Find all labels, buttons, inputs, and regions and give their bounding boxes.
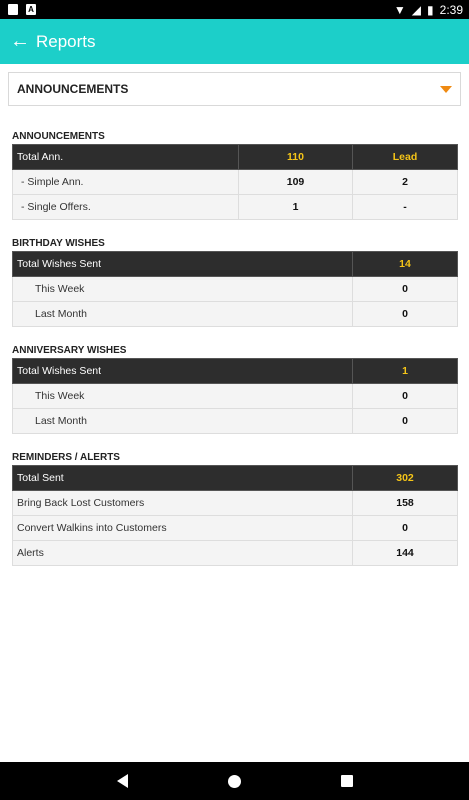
table-cell: Last Month [13, 409, 353, 434]
table-cell: Alerts [13, 541, 353, 566]
anniversary-section [12, 344, 458, 434]
table-cell: Total Sent [13, 466, 353, 491]
section-title: ANNIVERSARY WISHES [12, 345, 127, 356]
status-bar [0, 0, 469, 19]
table-cell: 144 [353, 541, 458, 566]
table-cell: Convert Walkins into Customers [13, 516, 353, 541]
table-cell: - [353, 195, 458, 220]
table-cell: This Week [13, 384, 353, 409]
back-arrow-icon[interactable]: ← [10, 30, 30, 52]
wifi-icon: ▼ [393, 2, 406, 17]
status-time: 2:39 [439, 2, 463, 17]
system-nav-bar [0, 762, 469, 800]
table-cell: 110 [239, 145, 353, 170]
section-title: BIRTHDAY WISHES [12, 238, 105, 249]
reminders-section [12, 451, 458, 566]
table-cell: 302 [353, 466, 458, 491]
table-row [13, 302, 458, 327]
table-cell: 0 [353, 384, 458, 409]
dropdown-selected-value: ANNOUNCEMENTS [17, 82, 129, 96]
table-cell: Total Wishes Sent [13, 359, 353, 384]
table-row [13, 384, 458, 409]
chevron-down-icon [440, 86, 452, 93]
table-row [13, 277, 458, 302]
a-notification-icon: A [26, 4, 36, 15]
table-cell: 0 [353, 516, 458, 541]
table-cell: Lead [353, 145, 458, 170]
table-cell: - Single Offers. [13, 195, 239, 220]
table-cell: 1 [353, 359, 458, 384]
signal-icon: ◢ [411, 2, 422, 17]
announcements-section [12, 130, 458, 220]
table-cell: 0 [353, 409, 458, 434]
reminders-table [12, 465, 458, 566]
table-cell: Bring Back Lost Customers [13, 491, 353, 516]
report-type-dropdown[interactable] [8, 72, 461, 106]
table-row [13, 516, 458, 541]
table-row [13, 170, 458, 195]
table-cell: Total Ann. [13, 145, 239, 170]
table-cell: 14 [353, 252, 458, 277]
table-cell: 1 [239, 195, 353, 220]
back-nav-icon[interactable] [117, 774, 128, 788]
table-cell: 0 [353, 277, 458, 302]
anniversary-table [12, 358, 458, 434]
announcements-table [12, 144, 458, 220]
sd-card-icon [8, 4, 18, 15]
table-header-row [13, 252, 458, 277]
table-cell: 0 [353, 302, 458, 327]
app-bar [0, 19, 469, 64]
table-row [13, 541, 458, 566]
battery-icon: ▮ [427, 2, 434, 17]
section-title: ANNOUNCEMENTS [12, 131, 105, 142]
table-row [13, 491, 458, 516]
table-row [13, 195, 458, 220]
table-cell: - Simple Ann. [13, 170, 239, 195]
table-header-row [13, 466, 458, 491]
table-cell: Total Wishes Sent [13, 252, 353, 277]
table-header-row [13, 145, 458, 170]
home-nav-icon[interactable] [228, 775, 241, 788]
birthday-section [12, 237, 458, 327]
table-cell: 2 [353, 170, 458, 195]
recents-nav-icon[interactable] [341, 775, 353, 787]
table-row [13, 409, 458, 434]
section-title: REMINDERS / ALERTS [12, 452, 120, 463]
table-cell: Last Month [13, 302, 353, 327]
table-cell: 158 [353, 491, 458, 516]
table-cell: This Week [13, 277, 353, 302]
table-cell: 109 [239, 170, 353, 195]
page-title: Reports [36, 31, 96, 51]
table-header-row [13, 359, 458, 384]
birthday-table [12, 251, 458, 327]
